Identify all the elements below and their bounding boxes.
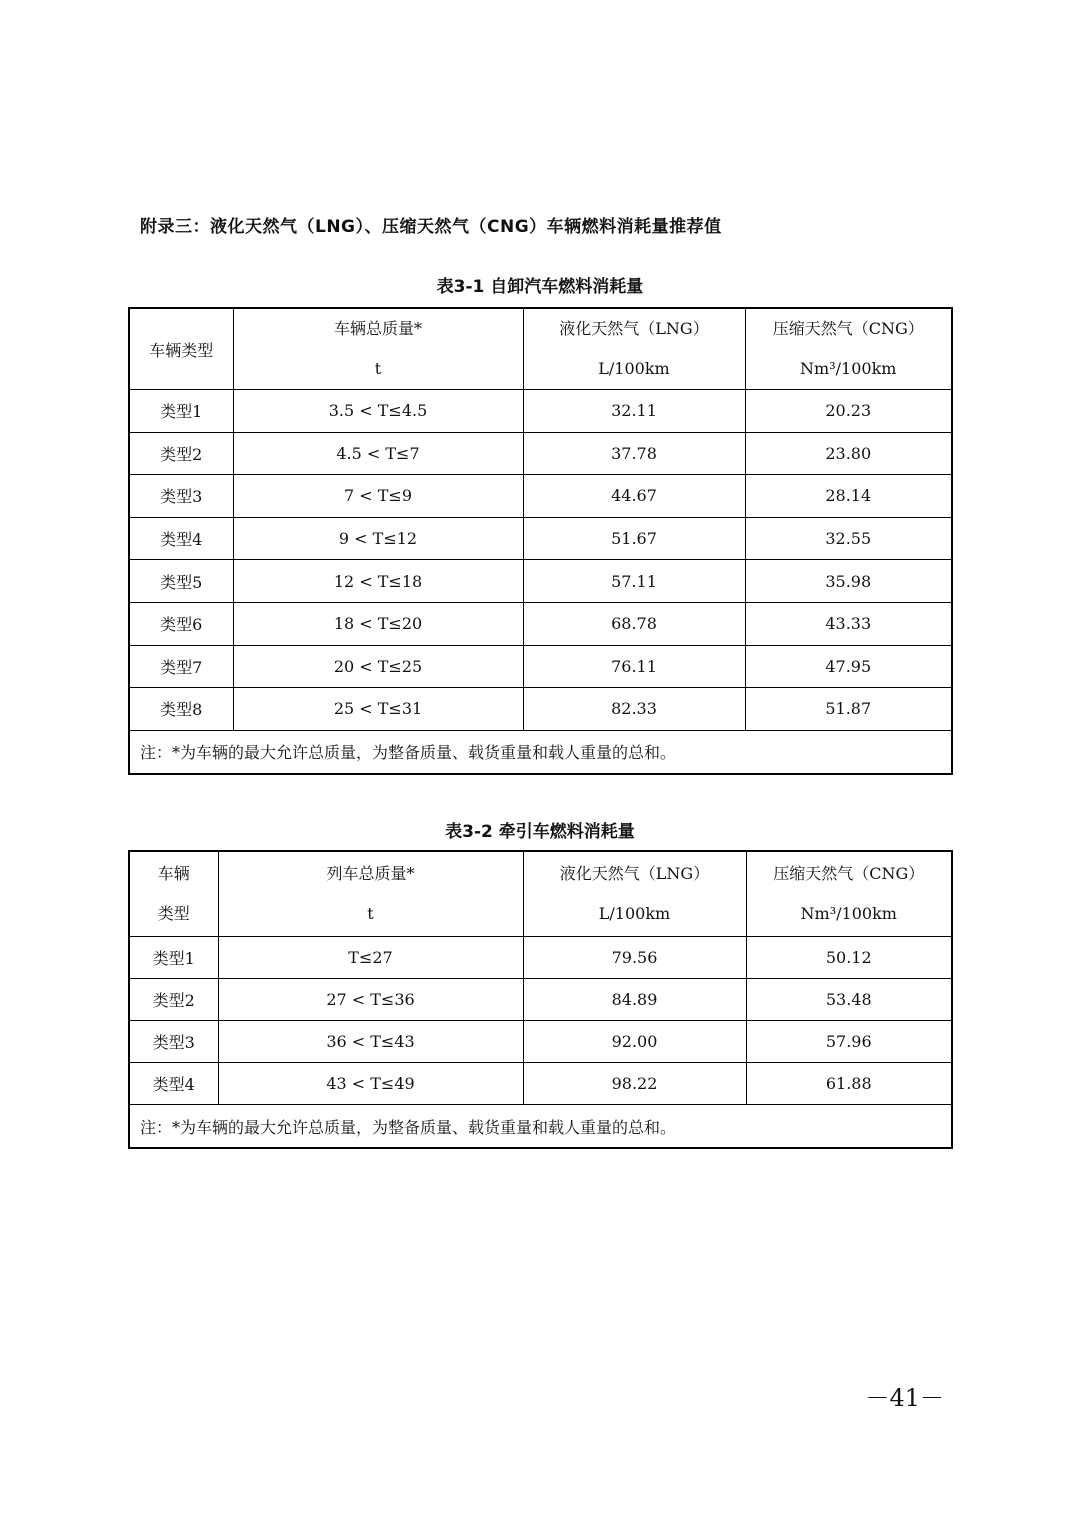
cell-type: 类型2 — [129, 432, 233, 475]
cell-lng: 98.22 — [523, 1063, 746, 1105]
table-row — [129, 390, 952, 433]
table-row — [129, 688, 952, 731]
header-lng-unit: L/100km — [598, 904, 671, 923]
cell-type: 类型3 — [129, 475, 233, 518]
table-row — [129, 475, 952, 518]
table2-header-row — [129, 851, 952, 937]
table-row — [129, 432, 952, 475]
header-cng-label: 压缩天然气（CNG） — [773, 864, 925, 883]
cell-mass: 25 < T≤31 — [233, 688, 523, 731]
appendix-heading: 附录三：液化天然气（LNG）、压缩天然气（CNG）车辆燃料消耗量推荐值 — [140, 217, 722, 237]
cell-type: 类型3 — [129, 1021, 218, 1063]
cell-lng: 37.78 — [523, 432, 745, 475]
table-row — [129, 1021, 952, 1063]
cell-lng: 68.78 — [523, 602, 745, 645]
cell-mass: 36 < T≤43 — [218, 1021, 523, 1063]
cell-cng: 32.55 — [745, 517, 952, 560]
table-note: 注：*为车辆的最大允许总质量，为整备质量、载货重量和载人重量的总和。 — [129, 730, 952, 774]
cell-type: 类型8 — [129, 688, 233, 731]
table-note: 注：*为车辆的最大允许总质量，为整备质量、载货重量和载人重量的总和。 — [129, 1105, 952, 1149]
header-cng-unit: Nm³/100km — [800, 359, 897, 378]
header-mass-unit: t — [367, 904, 374, 923]
table2-header-mass — [218, 851, 523, 937]
table1-header-lng — [523, 308, 745, 390]
header-type-line1: 车辆 — [157, 864, 190, 883]
table-row — [129, 517, 952, 560]
table2-header-lng — [523, 851, 746, 937]
cell-type: 类型7 — [129, 645, 233, 688]
header-mass-label: 车辆总质量* — [333, 319, 422, 338]
cell-lng: 44.67 — [523, 475, 745, 518]
cell-cng: 57.96 — [746, 1021, 952, 1063]
table1-caption: 表3-1 自卸汽车燃料消耗量 — [436, 277, 644, 297]
table2-caption: 表3-2 牵引车燃料消耗量 — [445, 822, 635, 842]
cell-type: 类型4 — [129, 1063, 218, 1105]
cell-cng: 23.80 — [745, 432, 952, 475]
cell-type: 类型1 — [129, 937, 218, 979]
header-type-line2: 类型 — [157, 904, 190, 923]
page-number: －41－ — [865, 1384, 944, 1412]
table2-note-row — [129, 1105, 952, 1149]
cell-mass: 7 < T≤9 — [233, 475, 523, 518]
table1-header-cng — [745, 308, 952, 390]
cell-type: 类型1 — [129, 390, 233, 433]
header-lng-label: 液化天然气（LNG） — [559, 319, 709, 338]
table-row — [129, 602, 952, 645]
cell-mass: 4.5 < T≤7 — [233, 432, 523, 475]
cell-type: 类型2 — [129, 979, 218, 1021]
table-row — [129, 979, 952, 1021]
cell-type: 类型5 — [129, 560, 233, 603]
cell-lng: 79.56 — [523, 937, 746, 979]
cell-lng: 82.33 — [523, 688, 745, 731]
table1-header-row — [129, 308, 952, 390]
table-row — [129, 937, 952, 979]
cell-lng: 32.11 — [523, 390, 745, 433]
cell-lng: 57.11 — [523, 560, 745, 603]
cell-lng: 51.67 — [523, 517, 745, 560]
header-lng-unit: L/100km — [598, 359, 670, 378]
header-lng-label: 液化天然气（LNG） — [559, 864, 710, 883]
cell-mass: 27 < T≤36 — [218, 979, 523, 1021]
table2-header-cng — [746, 851, 952, 937]
cell-mass: T≤27 — [218, 937, 523, 979]
cell-type: 类型4 — [129, 517, 233, 560]
cell-cng: 43.33 — [745, 602, 952, 645]
table2-tractor-fuel — [128, 850, 953, 1149]
table1-header-mass — [233, 308, 523, 390]
cell-cng: 61.88 — [746, 1063, 952, 1105]
cell-cng: 28.14 — [745, 475, 952, 518]
cell-cng: 51.87 — [745, 688, 952, 731]
table-row — [129, 560, 952, 603]
cell-cng: 50.12 — [746, 937, 952, 979]
table-row — [129, 645, 952, 688]
header-type-label: 车辆类型 — [149, 340, 214, 360]
cell-mass: 43 < T≤49 — [218, 1063, 523, 1105]
header-cng-unit: Nm³/100km — [800, 904, 897, 923]
cell-lng: 76.11 — [523, 645, 745, 688]
cell-cng: 20.23 — [745, 390, 952, 433]
cell-mass: 20 < T≤25 — [233, 645, 523, 688]
cell-lng: 84.89 — [523, 979, 746, 1021]
cell-mass: 3.5 < T≤4.5 — [233, 390, 523, 433]
table2-header-type — [129, 851, 218, 937]
cell-mass: 9 < T≤12 — [233, 517, 523, 560]
table1-note-row — [129, 730, 952, 774]
cell-type: 类型6 — [129, 602, 233, 645]
cell-lng: 92.00 — [523, 1021, 746, 1063]
cell-cng: 35.98 — [745, 560, 952, 603]
header-mass-label: 列车总质量* — [326, 864, 415, 883]
table1-header-type — [129, 308, 233, 390]
table1-dump-truck-fuel — [128, 307, 953, 775]
cell-mass: 12 < T≤18 — [233, 560, 523, 603]
table-row — [129, 1063, 952, 1105]
cell-cng: 53.48 — [746, 979, 952, 1021]
header-cng-label: 压缩天然气（CNG） — [772, 319, 924, 338]
cell-cng: 47.95 — [745, 645, 952, 688]
header-mass-unit: t — [374, 359, 382, 378]
cell-mass: 18 < T≤20 — [233, 602, 523, 645]
